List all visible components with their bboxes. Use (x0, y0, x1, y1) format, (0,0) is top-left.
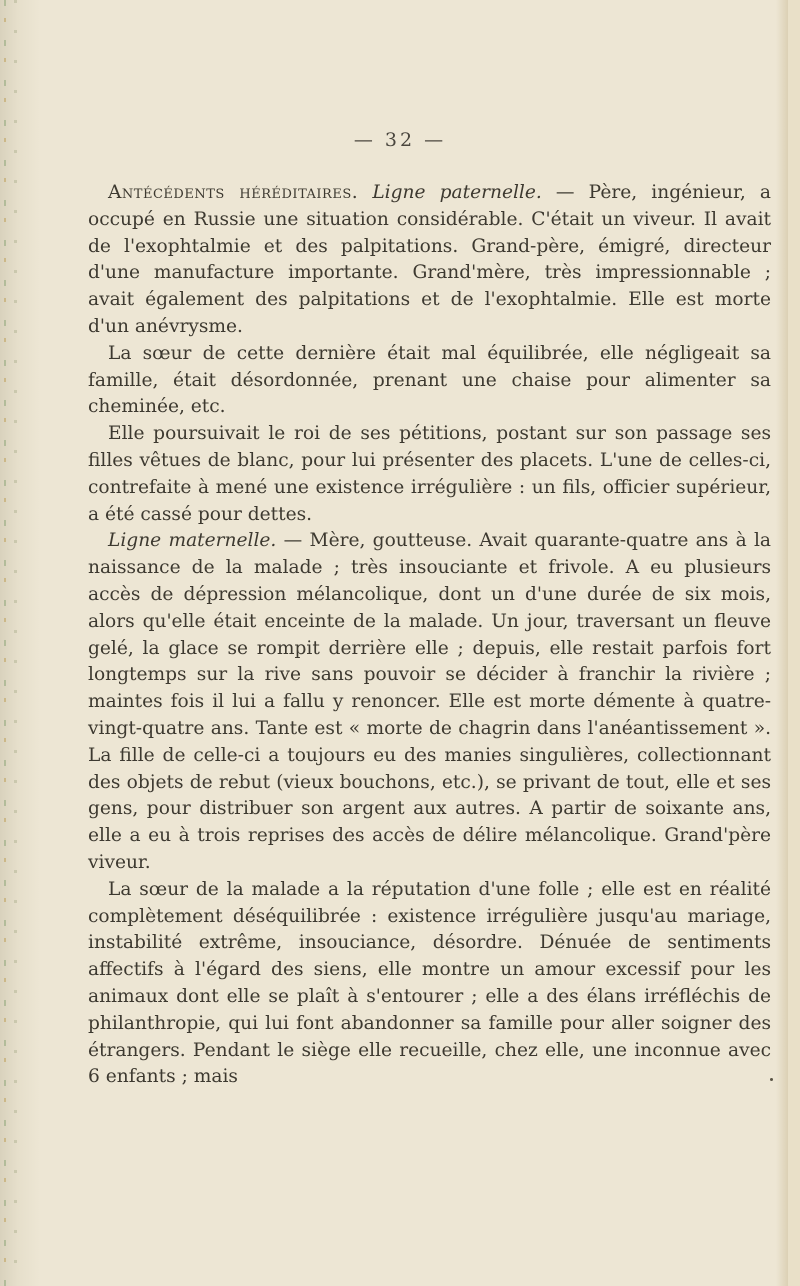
paragraph: La sœur de la malade a la réputation d'une folle ; elle est en réalité complètement déséquilibrée : existence irrégulière jusqu'au mariage, instabilité extrême, insouciance, désordre. Dénuée de sentiments affectifs à l'égard des siens, elle montre un amour excessif pour les animaux dont elle se plaît à s'entourer ; elle a des élans irréfléchis de philanthropie, qui lui font abandonner sa famille pour aller soigner des étrangers. Pendant le siège elle recueille, chez elle, une inconnue avec 6 enfants ; mais (88, 878, 771, 1088)
page-left-edge (0, 0, 40, 1286)
section-heading: Antécédents héréditaires. (108, 182, 359, 203)
body-text (88, 180, 771, 1091)
page-number: — 32 — (353, 129, 447, 151)
line-label-maternal: Ligne maternelle. (108, 530, 277, 552)
print-speck (770, 1078, 773, 1081)
line-label-paternal: Ligne paternelle. (372, 182, 542, 203)
paragraph: Elle poursuivait le roi de ses pétitions, postant sur son passage ses filles vêtues de blanc, pour lui présenter des placets. L'une de celles-ci, contrefaite à mené une existence irrégulière : un fils, officier supérieur, a été cassé pour dettes. (88, 423, 771, 525)
page-right-edge (776, 0, 800, 1286)
paragraph: La sœur de cette dernière était mal équilibrée, elle négligeait sa famille, était désordonnée, prenant une chaise pour alimenter sa cheminée, etc. (88, 342, 771, 418)
paragraph-paternal (88, 180, 771, 341)
paragraph-text: — Père, ingénieur, a occupé en Russie une situation considérable. C'était un viveur. Il avait de l'exophtalmie et des palpitations. Grand-père, émigré, directeur d'une manufacture importante. Grand'mère, très impressionnable ; avait également des palpitations et de l'exophtalmie. Elle est morte d'un anévrysme. (88, 182, 771, 337)
paragraph-maternal (88, 528, 771, 876)
paragraph-text: — Mère, goutteuse. Avait quarante-quatre ans à la naissance de la malade ; très insouciante et frivole. A eu plusieurs accès de dépression mélancolique, dont un d'une durée de six mois, alors qu'elle était enceinte de la malade. Un jour, traversant un fleuve gelé, la glace se rompit derrière elle ; depuis, elle restait parfois fort longtemps sur la rive sans pouvoir se décider à franchir la rivière ; maintes fois il lui a fallu y renoncer. Elle est morte démente à quatre-vingt-quatre ans. Tante est « morte de chagrin dans l'anéantissement ». La fille de celle-ci a toujours eu des manies singulières, collectionnant des objets de rebut (vieux bouchons, etc.), se privant de tout, elle et ses gens, pour distribuer son argent aux autres. A partir de soixante ans, elle a eu à trois reprises des accès de délire mélancolique. Grand'père viveur. (88, 530, 771, 873)
